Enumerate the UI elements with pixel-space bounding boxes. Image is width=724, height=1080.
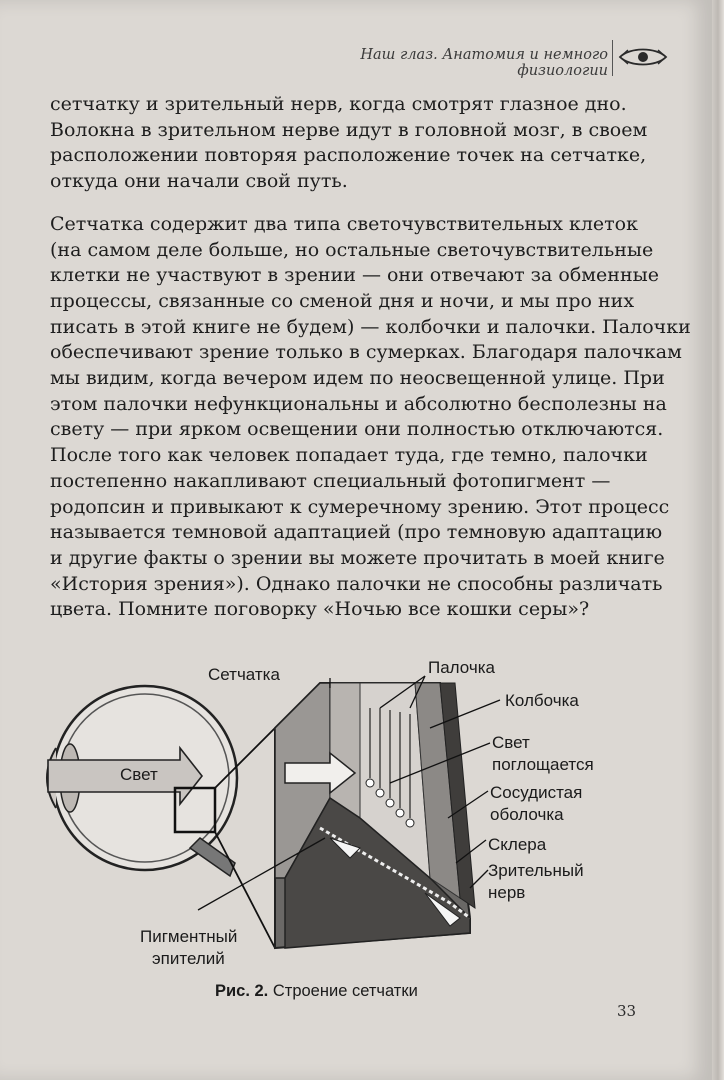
text-line: Сетчатка содержит два типа светочувствительных клеток — [50, 212, 638, 235]
text-line: этом палочки нефункциональны и абсолютно бесполезны на — [50, 392, 667, 415]
caption-prefix: Рис. 2. — [215, 982, 269, 1000]
label-retina: Сетчатка — [208, 665, 280, 684]
caption-text: Строение сетчатки — [272, 982, 418, 1000]
text-line: родопсин и привыкают к сумеречному зрению. Этот процесс — [50, 495, 670, 518]
text-line: писать в этой книге не будем) — колбочки и палочки. Палочки — [50, 315, 691, 338]
text-line: свету — при ярком освещении они полностью отключаются. — [50, 418, 664, 441]
text-line: сетчатку и зрительный нерв, когда смотрят глазное дно. — [50, 93, 627, 115]
page-number: 33 — [617, 1002, 637, 1020]
label-rod: Палочка — [428, 658, 495, 677]
label-pigment-1: Пигментный — [140, 927, 238, 946]
text-line: клетки не участвуют в зрении — они отвечают за обменные — [50, 264, 659, 287]
book-page-edges — [712, 0, 724, 1080]
text-line: «История зрения»). Однако палочки не способны различать — [50, 572, 663, 595]
text-line: откуда они начали свой путь. — [50, 170, 348, 193]
label-choroid-2: оболочка — [490, 805, 564, 824]
figure-caption — [215, 982, 418, 1001]
label-light-absorbed-2: поглощается — [492, 755, 594, 774]
retina-section-illustration — [275, 683, 475, 948]
eyeball-illustration — [47, 686, 275, 948]
eye-icon — [618, 46, 668, 68]
text-line: цвета. Помните поговорку «Ночью все кошки серы»? — [50, 598, 590, 621]
label-sclera: Склера — [488, 835, 547, 854]
running-header: Наш глаз. Анатомия и немного физиологии — [360, 47, 608, 79]
text-line: После того как человек попадает туда, где темно, палочки — [50, 444, 648, 467]
label-light: Свет — [120, 765, 158, 784]
header-divider — [612, 40, 613, 76]
retina-figure — [30, 648, 670, 1008]
label-light-absorbed-1: Свет — [492, 733, 530, 752]
text-line: постепенно накапливают специальный фотопигмент — — [50, 469, 611, 492]
text-line: мы видим, когда вечером идем по неосвещенной улице. При — [50, 367, 665, 390]
text-line: расположении повторяя расположение точек на сетчатке, — [50, 144, 647, 167]
text-line: называется темновой адаптацией (про темновую адаптацию — [50, 521, 663, 544]
text-line: (на самом деле больше, но остальные светочувствительные — [50, 238, 654, 261]
text-line: процессы, связанные со сменой дня и ночи, и мы про них — [50, 289, 635, 312]
label-pigment-2: эпителий — [152, 949, 225, 968]
body-text — [50, 92, 691, 640]
label-optic-nerve-2: нерв — [488, 883, 526, 902]
label-optic-nerve-1: Зрительный — [488, 861, 584, 880]
paragraph-2 — [50, 212, 691, 623]
text-line: и другие факты о зрении вы можете прочитать в моей книге — [50, 546, 665, 569]
label-choroid-1: Сосудистая — [490, 783, 583, 802]
label-cone: Колбочка — [505, 691, 579, 710]
text-line: Волокна в зрительном нерве идут в головной мозг, в своем — [50, 118, 648, 141]
paragraph-1 — [50, 92, 648, 195]
text-line: обеспечивают зрение только в сумерках. Благодаря палочкам — [50, 341, 682, 364]
